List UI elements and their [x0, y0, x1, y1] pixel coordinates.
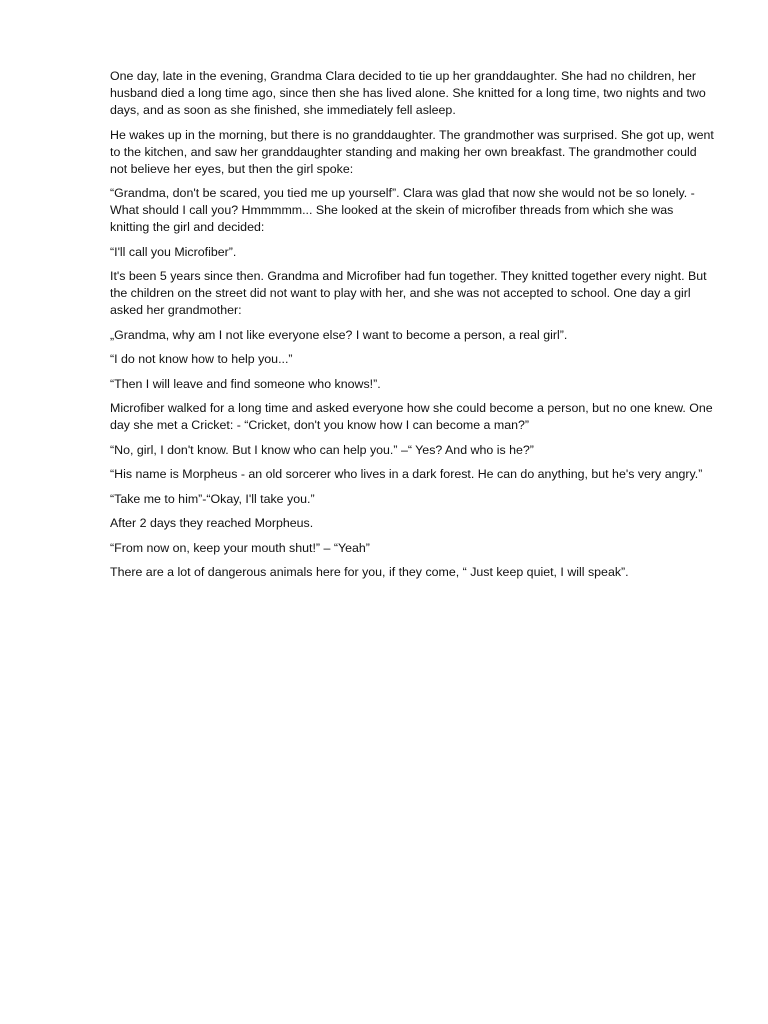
paragraph-3: “Grandma, don't be scared, you tied me up yourself”. Clara was glad that now she would not be so lonely. - What should I call you? Hmmmmm... She looked at the skein of microfiber threads from which she was knitting the girl and decided: [110, 186, 695, 234]
paragraph-4: “I'll call you Microfiber”. [110, 244, 237, 259]
paragraph-15: There are a lot of dangerous animals here for you, if they come, “ Just keep quiet, I will speak”. [110, 565, 629, 579]
paragraph-10: “No, girl, I don't know. But I know who can help you.” –“ Yes? And who is he?” [110, 442, 534, 457]
paragraph-8: “Then I will leave and find someone who knows!”. [110, 376, 381, 391]
paragraph-5: It's been 5 years since then. Grandma and Microfiber had fun together. They knitted together every night. But the children on the street did not want to play with her, and she was not accepted to school. One day a girl asked her grandmother: [110, 269, 707, 317]
paragraph-14: “From now on, keep your mouth shut!” – “Yeah” [110, 540, 370, 555]
paragraph-6: „Grandma, why am I not like everyone else? I want to become a person, a real girl”. [110, 327, 568, 342]
paragraph-11: “His name is Morpheus - an old sorcerer who lives in a dark forest. He can do anything, but he's very angry.” [110, 467, 703, 481]
paragraph-1: One day, late in the evening, Grandma Clara decided to tie up her granddaughter. She had no children, her husband died a long time ago, since then she has lived alone. She knitted for a long time, two nights and two days, and as soon as she finished, she immediately fell asleep. [110, 69, 706, 117]
document-body [110, 68, 714, 589]
paragraph-13: After 2 days they reached Morpheus. [110, 516, 314, 530]
paragraph-9: Microfiber walked for a long time and asked everyone how she could become a person, but no one knew. One day she met a Cricket: - “Cricket, don't you know how I can become a man?” [110, 401, 713, 432]
paragraph-2: He wakes up in the morning, but there is no granddaughter. The grandmother was surprised. She got up, went to the kitchen, and saw her granddaughter standing and making her own breakfast. The grandmother could not believe her eyes, but then the girl spoke: [110, 127, 714, 176]
paragraph-12: “Take me to him”-“Okay, I'll take you.” [110, 491, 315, 506]
paragraph-7: “I do not know how to help you...” [110, 352, 293, 366]
